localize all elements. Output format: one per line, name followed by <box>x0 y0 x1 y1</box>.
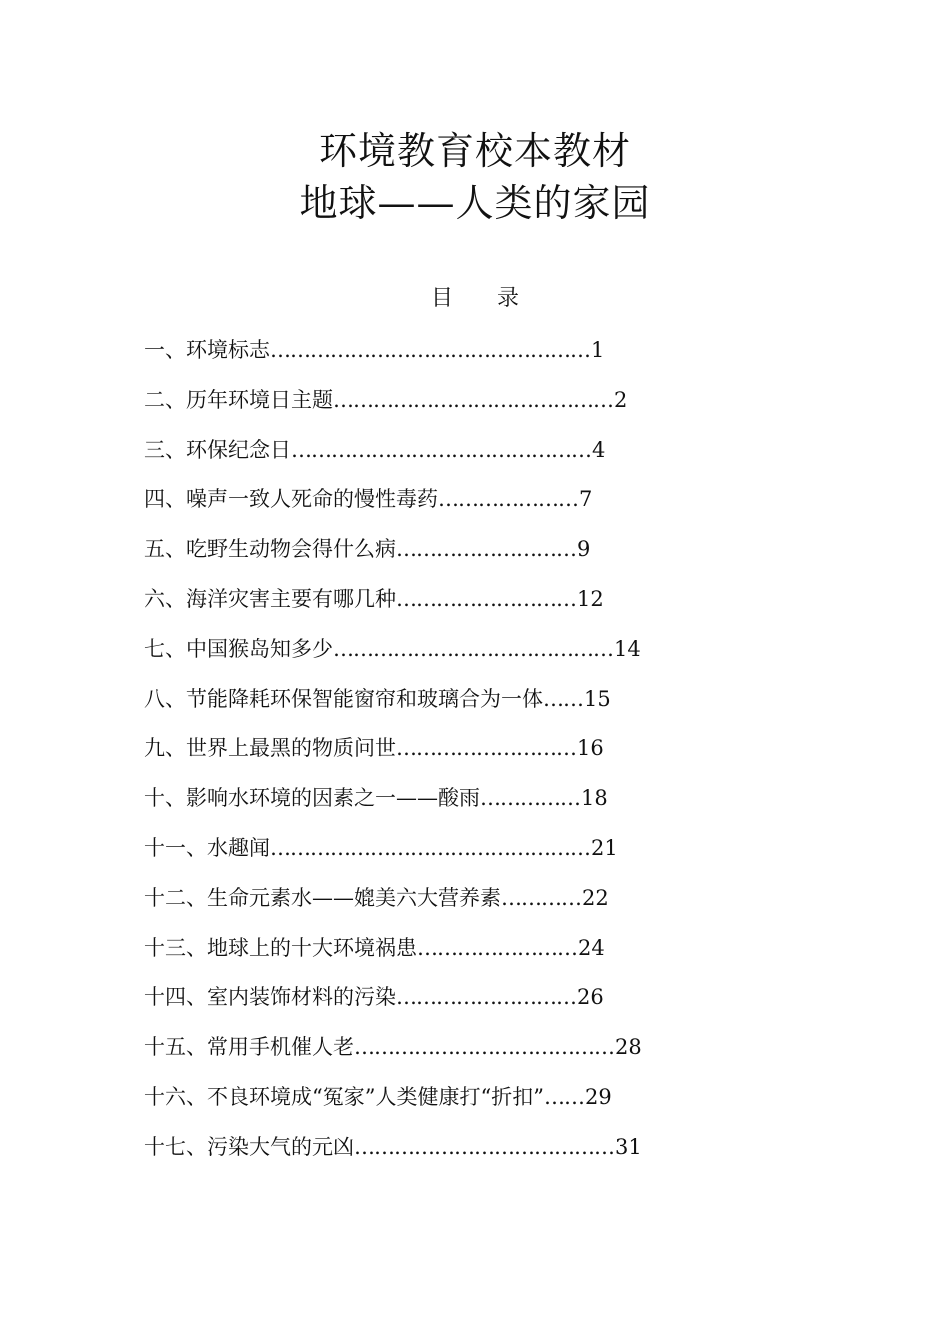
toc-entry-title: 八、节能降耗环保智能窗帘和玻璃合为一体 <box>144 686 543 711</box>
toc-entry-leader: ………………………………………… <box>270 338 590 362</box>
toc-entry-page: 9 <box>577 537 591 562</box>
toc-entry-leader: ………………………………………… <box>270 835 590 860</box>
toc-entry-title: 十六、不良环境成“冤家”人类健康打“折扣” <box>144 1084 544 1109</box>
toc-entry-title: 十四、室内装饰材料的污染 <box>144 985 396 1010</box>
toc-entry-leader: ……………………………………… <box>291 437 591 462</box>
document-subtitle: 地球——人类的家园 <box>299 181 651 225</box>
toc-entry <box>144 884 642 934</box>
toc-entry-page: 14 <box>614 636 641 661</box>
toc-entry-leader: …… <box>543 686 583 711</box>
toc-entry <box>144 734 642 784</box>
toc-entry-title: 五、吃野生动物会得什么病 <box>144 537 396 562</box>
toc-entry <box>144 1083 642 1133</box>
toc-entry <box>144 1033 642 1083</box>
toc-entry-page: 22 <box>582 885 609 910</box>
toc-entry <box>144 834 642 884</box>
toc-entry-title: 三、环保纪念日 <box>144 437 291 462</box>
toc-entry <box>144 386 642 436</box>
toc-entry-page: 2 <box>614 387 628 412</box>
toc-entry-title: 一、环境标志 <box>144 338 270 362</box>
toc-entry-page: 15 <box>584 686 611 711</box>
toc-entry <box>144 784 642 834</box>
toc-entry <box>144 934 642 984</box>
toc-entry-page: 31 <box>615 1134 642 1159</box>
toc-entry-page: 18 <box>581 786 608 811</box>
toc-entry-title: 七、中国猴岛知多少 <box>144 636 333 661</box>
toc-entry <box>144 1133 642 1183</box>
toc-entry-title: 十三、地球上的十大环境祸患 <box>144 935 417 960</box>
toc-entry-page: 21 <box>591 835 618 860</box>
toc-entry-leader: ………… <box>501 885 581 910</box>
toc-entry-page: 28 <box>615 1035 642 1060</box>
toc-entry-leader: ……………………… <box>396 985 576 1010</box>
toc-entry-title: 十二、生命元素水——媲美六大营养素 <box>144 885 501 910</box>
toc-heading-left: 目 <box>430 286 453 311</box>
toc-entry-title: 十七、污染大气的元凶 <box>144 1134 354 1159</box>
toc-entry-page: 24 <box>578 935 605 960</box>
toc-entry-leader: ……………………… <box>396 736 576 761</box>
toc-entry <box>144 485 642 535</box>
toc-entry-page: 29 <box>584 1084 612 1109</box>
toc-entry-page: 26 <box>577 985 604 1010</box>
toc-entry-leader: …… <box>543 1084 584 1109</box>
toc-entry <box>144 635 642 685</box>
toc-entry-title: 二、历年环境日主题 <box>144 387 333 412</box>
toc-entry-page: 7 <box>579 487 593 512</box>
toc-entry-title: 九、世界上最黑的物质问世 <box>144 736 396 761</box>
toc-entry-leader: ………………………………… <box>354 1035 614 1060</box>
toc-entry-page: 12 <box>577 586 604 611</box>
toc-heading <box>0 288 950 310</box>
toc-entry-title: 十、影响水环境的因素之一——酸雨 <box>144 786 480 811</box>
toc-entry-title: 六、海洋灾害主要有哪几种 <box>144 586 396 611</box>
document-title: 环境教育校本教材 <box>318 129 631 173</box>
toc-entry-title: 十一、水趣闻 <box>144 835 270 860</box>
toc-entry-page: 16 <box>577 736 604 761</box>
toc-entry-leader: ………………… <box>438 487 578 512</box>
toc-entry-leader: ……………………… <box>396 537 576 562</box>
toc-entry-leader: …………………………………… <box>333 636 613 661</box>
table-of-contents <box>144 336 642 1183</box>
toc-entry-title: 四、噪声一致人死命的慢性毒药 <box>144 487 438 512</box>
toc-entry-title: 十五、常用手机催人老 <box>144 1035 354 1060</box>
toc-entry-leader: ………………………………… <box>354 1134 614 1159</box>
toc-heading-right: 录 <box>497 286 520 311</box>
toc-entry-page: 1 <box>591 338 605 362</box>
toc-entry-leader: …………………… <box>417 935 577 960</box>
toc-entry-leader: ……………………… <box>396 586 576 611</box>
toc-entry-page: 4 <box>592 437 606 462</box>
toc-entry <box>144 535 642 585</box>
toc-entry-leader: …………… <box>480 786 580 811</box>
toc-entry <box>144 436 642 486</box>
toc-entry <box>144 983 642 1033</box>
toc-entry-leader: …………………………………… <box>333 387 613 412</box>
toc-entry <box>144 336 642 386</box>
toc-entry <box>144 585 642 635</box>
toc-entry <box>144 685 642 735</box>
